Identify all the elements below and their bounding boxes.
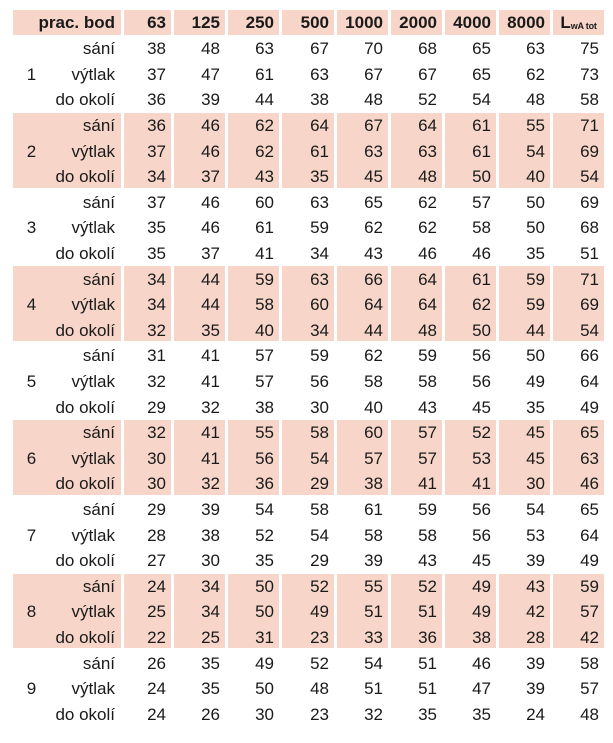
- value-cell: 46: [201, 192, 220, 212]
- value-cell: 58: [364, 525, 383, 545]
- row-label: sání: [82, 269, 115, 289]
- value-cell: 52: [310, 576, 329, 596]
- value-cell: 59: [418, 346, 437, 366]
- value-cell: 61: [472, 141, 491, 161]
- value-cell: 62: [255, 116, 274, 136]
- group-number: 8: [26, 602, 37, 622]
- value-cell: 32: [147, 372, 166, 392]
- value-cell: 62: [364, 218, 383, 238]
- value-cell: 38: [310, 90, 329, 110]
- value-cell: 56: [472, 372, 491, 392]
- value-cell: 25: [201, 628, 220, 648]
- value-cell: 38: [201, 525, 220, 545]
- value-cell: 40: [364, 397, 383, 417]
- value-cell: 35: [201, 653, 220, 673]
- group-number: 9: [26, 679, 37, 699]
- group-number: 1: [26, 64, 37, 84]
- value-cell: 58: [418, 372, 437, 392]
- value-cell: 41: [201, 372, 220, 392]
- value-cell: 64: [418, 295, 437, 315]
- value-cell: 27: [147, 551, 166, 571]
- value-cell: 60: [255, 192, 274, 212]
- value-cell: 36: [147, 116, 166, 136]
- value-cell: 34: [147, 295, 166, 315]
- value-cell: 51: [418, 602, 437, 622]
- value-cell: 43: [526, 576, 545, 596]
- header-lwa-tot-main: L: [560, 13, 571, 32]
- value-cell: 35: [526, 244, 545, 264]
- value-cell: 58: [472, 218, 491, 238]
- value-cell: 41: [201, 346, 220, 366]
- value-cell: 59: [526, 269, 545, 289]
- value-total: 49: [580, 397, 599, 417]
- row-label: sání: [82, 39, 115, 59]
- row-label: výtlak: [71, 679, 115, 699]
- value-cell: 22: [147, 628, 166, 648]
- value-cell: 62: [472, 295, 491, 315]
- header-band-250: 250: [245, 13, 274, 32]
- value-cell: 61: [364, 500, 383, 520]
- value-cell: 57: [255, 346, 274, 366]
- value-cell: 37: [147, 141, 166, 161]
- value-cell: 61: [255, 218, 274, 238]
- value-total: 58: [580, 90, 599, 110]
- value-cell: 57: [364, 448, 383, 468]
- header-prac-bod: prac. bod: [38, 13, 115, 32]
- value-cell: 30: [201, 551, 220, 571]
- value-cell: 35: [472, 704, 491, 724]
- value-cell: 35: [147, 218, 166, 238]
- value-cell: 34: [310, 320, 329, 340]
- value-cell: 64: [418, 269, 437, 289]
- value-cell: 44: [201, 295, 220, 315]
- value-cell: 54: [472, 90, 491, 110]
- value-cell: 58: [255, 295, 274, 315]
- value-cell: 31: [255, 628, 274, 648]
- value-cell: 44: [364, 320, 383, 340]
- value-cell: 30: [526, 474, 545, 494]
- value-cell: 38: [147, 39, 166, 59]
- value-total: 57: [580, 679, 599, 699]
- value-total: 69: [580, 295, 599, 315]
- value-cell: 59: [310, 346, 329, 366]
- value-cell: 24: [526, 704, 545, 724]
- value-cell: 63: [418, 141, 437, 161]
- value-cell: 51: [418, 679, 437, 699]
- row-label: do okolí: [55, 90, 115, 110]
- value-cell: 56: [472, 500, 491, 520]
- value-cell: 41: [472, 474, 491, 494]
- value-cell: 63: [310, 269, 329, 289]
- value-cell: 34: [310, 244, 329, 264]
- value-cell: 62: [526, 64, 545, 84]
- value-cell: 49: [255, 653, 274, 673]
- value-cell: 58: [310, 500, 329, 520]
- value-cell: 63: [310, 192, 329, 212]
- row-label: do okolí: [55, 244, 115, 264]
- value-cell: 41: [255, 244, 274, 264]
- value-cell: 46: [201, 218, 220, 238]
- value-cell: 50: [472, 167, 491, 187]
- value-cell: 23: [310, 628, 329, 648]
- value-cell: 28: [526, 628, 545, 648]
- row-label: do okolí: [55, 167, 115, 187]
- value-cell: 55: [526, 116, 545, 136]
- value-total: 66: [580, 346, 599, 366]
- value-cell: 65: [472, 39, 491, 59]
- value-cell: 24: [147, 576, 166, 596]
- value-cell: 45: [472, 397, 491, 417]
- value-cell: 67: [364, 116, 383, 136]
- value-cell: 50: [526, 192, 545, 212]
- row-label: výtlak: [71, 448, 115, 468]
- value-cell: 39: [526, 551, 545, 571]
- value-cell: 64: [418, 116, 437, 136]
- value-total: 46: [580, 474, 599, 494]
- row-label: výtlak: [71, 295, 115, 315]
- value-cell: 29: [310, 474, 329, 494]
- value-cell: 44: [201, 269, 220, 289]
- value-cell: 48: [310, 679, 329, 699]
- value-cell: 65: [364, 192, 383, 212]
- header-band-63: 63: [147, 13, 166, 32]
- value-cell: 50: [255, 602, 274, 622]
- value-cell: 52: [472, 423, 491, 443]
- value-total: 65: [580, 423, 599, 443]
- value-cell: 32: [147, 320, 166, 340]
- header-band-8000: 8000: [507, 13, 545, 32]
- value-total: 69: [580, 141, 599, 161]
- row-label: do okolí: [55, 628, 115, 648]
- value-cell: 63: [255, 39, 274, 59]
- row-label: do okolí: [55, 320, 115, 340]
- row-label: do okolí: [55, 551, 115, 571]
- value-cell: 30: [147, 474, 166, 494]
- value-cell: 46: [472, 244, 491, 264]
- row-label: výtlak: [71, 64, 115, 84]
- value-cell: 46: [201, 141, 220, 161]
- value-cell: 40: [255, 320, 274, 340]
- value-cell: 54: [526, 141, 545, 161]
- group-number: 4: [26, 295, 37, 315]
- value-cell: 35: [418, 704, 437, 724]
- value-total: 58: [580, 653, 599, 673]
- value-cell: 50: [526, 218, 545, 238]
- value-total: 68: [580, 218, 599, 238]
- value-total: 71: [580, 116, 599, 136]
- value-cell: 59: [310, 218, 329, 238]
- value-cell: 54: [255, 500, 274, 520]
- value-cell: 59: [418, 500, 437, 520]
- value-cell: 64: [364, 295, 383, 315]
- value-cell: 53: [472, 448, 491, 468]
- value-cell: 29: [147, 397, 166, 417]
- value-cell: 54: [310, 525, 329, 545]
- header-lwa-tot: [553, 10, 604, 35]
- value-cell: 57: [418, 448, 437, 468]
- row-label: výtlak: [71, 141, 115, 161]
- value-cell: 48: [418, 320, 437, 340]
- value-cell: 46: [201, 116, 220, 136]
- value-cell: 30: [255, 704, 274, 724]
- row-label: sání: [82, 423, 115, 443]
- value-cell: 36: [418, 628, 437, 648]
- value-cell: 37: [201, 244, 220, 264]
- value-cell: 67: [418, 64, 437, 84]
- group-number: 6: [26, 448, 37, 468]
- header-band-4000: 4000: [453, 13, 491, 32]
- row-label: sání: [82, 500, 115, 520]
- value-cell: 52: [310, 653, 329, 673]
- value-cell: 41: [201, 448, 220, 468]
- value-cell: 51: [364, 602, 383, 622]
- value-cell: 59: [255, 269, 274, 289]
- value-cell: 32: [147, 423, 166, 443]
- value-cell: 46: [472, 653, 491, 673]
- row-label: sání: [82, 576, 115, 596]
- value-cell: 43: [418, 551, 437, 571]
- value-cell: 40: [526, 167, 545, 187]
- value-cell: 54: [310, 448, 329, 468]
- group-number: 7: [26, 525, 37, 545]
- value-cell: 62: [418, 192, 437, 212]
- row-label: výtlak: [71, 372, 115, 392]
- value-cell: 25: [147, 602, 166, 622]
- header-band-500: 500: [300, 13, 329, 32]
- value-cell: 52: [418, 576, 437, 596]
- value-cell: 45: [526, 423, 545, 443]
- value-cell: 50: [255, 679, 274, 699]
- value-cell: 50: [255, 576, 274, 596]
- value-cell: 51: [418, 653, 437, 673]
- value-cell: 32: [201, 397, 220, 417]
- value-cell: 32: [364, 704, 383, 724]
- value-cell: 43: [255, 167, 274, 187]
- value-cell: 52: [255, 525, 274, 545]
- value-cell: 48: [418, 167, 437, 187]
- value-cell: 60: [310, 295, 329, 315]
- value-cell: 32: [201, 474, 220, 494]
- value-cell: 67: [310, 39, 329, 59]
- value-cell: 52: [418, 90, 437, 110]
- value-cell: 56: [310, 372, 329, 392]
- value-cell: 39: [201, 90, 220, 110]
- value-total: 63: [580, 448, 599, 468]
- value-cell: 45: [364, 167, 383, 187]
- row-label: do okolí: [55, 397, 115, 417]
- value-cell: 62: [418, 218, 437, 238]
- value-cell: 55: [255, 423, 274, 443]
- value-cell: 56: [472, 525, 491, 545]
- group-number: 5: [26, 372, 37, 392]
- value-cell: 38: [472, 628, 491, 648]
- value-total: 71: [580, 269, 599, 289]
- value-cell: 63: [364, 141, 383, 161]
- value-cell: 28: [147, 525, 166, 545]
- header-band-125: 125: [191, 13, 220, 32]
- value-cell: 57: [472, 192, 491, 212]
- value-cell: 49: [472, 576, 491, 596]
- value-cell: 30: [147, 448, 166, 468]
- value-cell: 37: [201, 167, 220, 187]
- value-total: 51: [580, 244, 599, 264]
- header-band-2000: 2000: [399, 13, 437, 32]
- value-cell: 34: [201, 576, 220, 596]
- value-cell: 63: [526, 39, 545, 59]
- row-label: výtlak: [71, 525, 115, 545]
- value-cell: 45: [472, 551, 491, 571]
- value-cell: 46: [418, 244, 437, 264]
- row-label: sání: [82, 653, 115, 673]
- value-cell: 42: [526, 602, 545, 622]
- header-lwa-tot-subscript: wA tot: [570, 21, 597, 31]
- value-cell: 64: [310, 116, 329, 136]
- value-cell: 63: [310, 64, 329, 84]
- value-cell: 43: [364, 244, 383, 264]
- value-cell: 56: [472, 346, 491, 366]
- value-cell: 54: [364, 653, 383, 673]
- value-cell: 35: [201, 679, 220, 699]
- row-label: do okolí: [55, 704, 115, 724]
- value-cell: 37: [147, 192, 166, 212]
- value-cell: 36: [147, 90, 166, 110]
- value-cell: 44: [255, 90, 274, 110]
- value-cell: 66: [364, 269, 383, 289]
- row-label: výtlak: [71, 218, 115, 238]
- value-cell: 48: [526, 90, 545, 110]
- value-cell: 26: [147, 653, 166, 673]
- value-cell: 26: [201, 704, 220, 724]
- value-cell: 39: [526, 679, 545, 699]
- value-cell: 61: [255, 64, 274, 84]
- value-cell: 37: [147, 64, 166, 84]
- value-total: 75: [580, 39, 599, 59]
- row-label: sání: [82, 192, 115, 212]
- group-number: 3: [26, 218, 37, 238]
- value-cell: 41: [201, 423, 220, 443]
- group-number: 2: [26, 141, 37, 161]
- value-cell: 41: [418, 474, 437, 494]
- value-cell: 51: [364, 679, 383, 699]
- value-cell: 61: [472, 269, 491, 289]
- value-cell: 24: [147, 679, 166, 699]
- value-cell: 36: [255, 474, 274, 494]
- value-total: 69: [580, 192, 599, 212]
- value-total: 73: [580, 64, 599, 84]
- value-cell: 43: [418, 397, 437, 417]
- value-cell: 49: [526, 372, 545, 392]
- value-cell: 45: [526, 448, 545, 468]
- value-cell: 49: [472, 602, 491, 622]
- row-label: sání: [82, 346, 115, 366]
- value-cell: 48: [201, 39, 220, 59]
- row-label: výtlak: [71, 602, 115, 622]
- row-label: sání: [82, 116, 115, 136]
- value-cell: 30: [310, 397, 329, 417]
- value-cell: 57: [255, 372, 274, 392]
- value-cell: 24: [147, 704, 166, 724]
- value-cell: 35: [310, 167, 329, 187]
- value-cell: 58: [418, 525, 437, 545]
- value-cell: 29: [310, 551, 329, 571]
- value-cell: 44: [526, 320, 545, 340]
- value-cell: 68: [418, 39, 437, 59]
- row-label: do okolí: [55, 474, 115, 494]
- value-cell: 58: [310, 423, 329, 443]
- value-total: 64: [580, 372, 599, 392]
- value-total: 49: [580, 551, 599, 571]
- value-total: 54: [580, 167, 599, 187]
- value-cell: 55: [364, 576, 383, 596]
- value-cell: 38: [255, 397, 274, 417]
- value-total: 42: [580, 628, 599, 648]
- value-cell: 35: [147, 244, 166, 264]
- value-cell: 47: [472, 679, 491, 699]
- value-cell: 62: [255, 141, 274, 161]
- value-cell: 58: [364, 372, 383, 392]
- value-cell: 56: [255, 448, 274, 468]
- value-cell: 35: [201, 320, 220, 340]
- value-cell: 50: [526, 346, 545, 366]
- value-cell: 34: [147, 269, 166, 289]
- value-cell: 49: [310, 602, 329, 622]
- value-total: 57: [580, 602, 599, 622]
- value-cell: 47: [201, 64, 220, 84]
- value-cell: 33: [364, 628, 383, 648]
- value-cell: 50: [472, 320, 491, 340]
- value-total: 59: [580, 576, 599, 596]
- value-total: 54: [580, 320, 599, 340]
- value-cell: 61: [310, 141, 329, 161]
- value-cell: 60: [364, 423, 383, 443]
- value-cell: 62: [364, 346, 383, 366]
- value-total: 48: [580, 704, 599, 724]
- value-cell: 29: [147, 500, 166, 520]
- value-cell: 53: [526, 525, 545, 545]
- value-cell: 57: [418, 423, 437, 443]
- value-cell: 34: [147, 167, 166, 187]
- value-cell: 34: [201, 602, 220, 622]
- value-cell: 31: [147, 346, 166, 366]
- value-cell: 35: [255, 551, 274, 571]
- value-cell: 39: [526, 653, 545, 673]
- value-cell: 23: [310, 704, 329, 724]
- header-band-1000: 1000: [345, 13, 383, 32]
- value-cell: 67: [364, 64, 383, 84]
- value-cell: 35: [526, 397, 545, 417]
- value-total: 65: [580, 500, 599, 520]
- value-cell: 70: [364, 39, 383, 59]
- value-cell: 61: [472, 116, 491, 136]
- value-cell: 65: [472, 64, 491, 84]
- value-cell: 39: [364, 551, 383, 571]
- value-cell: 38: [364, 474, 383, 494]
- value-cell: 59: [526, 295, 545, 315]
- value-cell: 54: [526, 500, 545, 520]
- value-cell: 39: [201, 500, 220, 520]
- value-total: 64: [580, 525, 599, 545]
- value-cell: 48: [364, 90, 383, 110]
